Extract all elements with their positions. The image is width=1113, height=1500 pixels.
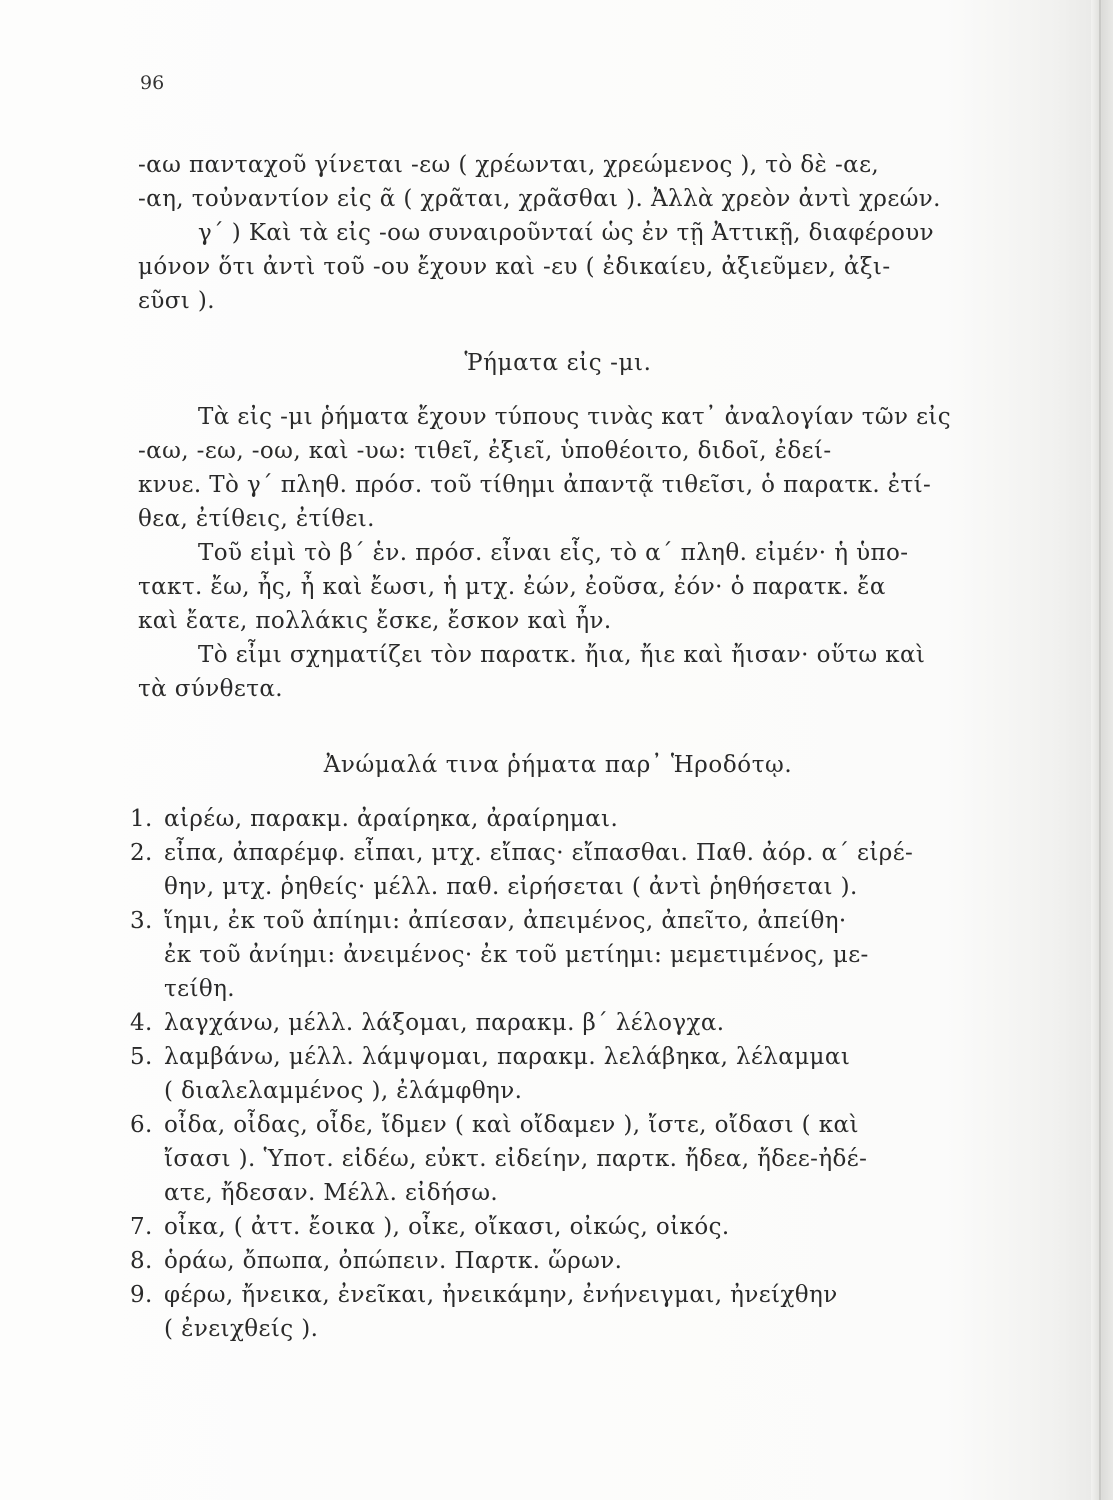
list-item (130, 1278, 980, 1346)
list-item-line: θην, μτχ. ῥηθείς· μέλλ. παθ. εἰρήσεται ( ἀντὶ ῥηθήσεται ). (164, 874, 858, 900)
list-item-line: ἐκ τοῦ ἀνίημι: ἀνειμένος· ἐκ τοῦ μετίημι: μεμετιμένος, με- (164, 942, 869, 968)
list-item-number: 3. (130, 908, 153, 934)
text-line: κνυε. Τὸ γ΄ πληθ. πρόσ. τοῦ τίθημι ἀπαντᾷ τιθεῖσι, ὁ παρατκ. ἐτί- (138, 472, 932, 498)
list-item (130, 802, 980, 836)
list-item-number: 9. (130, 1282, 153, 1308)
list-item-line: λαμβάνω, μέλλ. λάμψομαι, παρακμ. λελάβηκα, λέλαμμαι (164, 1044, 851, 1070)
list-item (130, 1040, 980, 1108)
text-line: μόνον ὅτι ἀντὶ τοῦ -ου ἔχουν καὶ -ευ ( ἐδικαίευ, ἀξιεῦμεν, ἀξι- (138, 254, 891, 280)
book-gutter (1091, 0, 1113, 1500)
list-item-number: 1. (130, 806, 153, 832)
list-item-number: 2. (130, 840, 153, 866)
text-line: γ΄ ) Καὶ τὰ εἰς -οω συναιροῦνταί ὡς ἐν τῇ Ἀττικῇ, διαφέρουν (198, 220, 934, 246)
text-line: Τὸ εἶμι σχηματίζει τὸν παρατκ. ἤια, ἤιε καὶ ἤισαν· οὕτω καὶ (198, 642, 926, 668)
list-item-line: εἶπα, ἀπαρέμφ. εἶπαι, μτχ. εἴπας· εἴπασθαι. Παθ. ἀόρ. α΄ εἰρέ- (164, 840, 914, 866)
text-line: Τὰ εἰς -μι ῥήματα ἔχουν τύπους τινὰς κατ᾽ ἀναλογίαν τῶν εἰς (198, 404, 952, 430)
list-item-line: οἶκα, ( ἀττ. ἔοικα ), οἶκε, οἴκασι, οἰκώς, οἰκός. (164, 1214, 730, 1240)
text-line: εῦσι ). (138, 288, 216, 314)
text-line: τὰ σύνθετα. (138, 676, 283, 702)
text-line: τακτ. ἔω, ἦς, ἦ καὶ ἔωσι, ἡ μτχ. ἐών, ἐοῦσα, ἐόν· ὁ παρατκ. ἔα (138, 574, 886, 600)
page-number: 96 (140, 72, 165, 94)
list-item-number: 8. (130, 1248, 153, 1274)
list-item-line: λαγχάνω, μέλλ. λάξομαι, παρακμ. β΄ λέλογχα. (164, 1010, 725, 1036)
list-item (130, 1006, 980, 1040)
list-item-line: ( ἐνειχθείς ). (164, 1316, 319, 1342)
list-item-line: αἱρέω, παρακμ. ἀραίρηκα, ἀραίρημαι. (164, 806, 619, 832)
list-item-number: 7. (130, 1214, 153, 1240)
list-item (130, 1210, 980, 1244)
paragraph-mi-verbs (138, 400, 978, 706)
text-line: -αω, -εω, -οω, καὶ -υω: τιθεῖ, ἐξιεῖ, ὑποθέοιτο, διδοῖ, ἐδεί- (138, 438, 832, 464)
list-item-line: φέρω, ἤνεικα, ἐνεῖκαι, ἠνεικάμην, ἐνήνειγμαι, ἠνείχθην (164, 1282, 838, 1308)
list-item (130, 836, 980, 904)
paragraph-contract-verbs (138, 148, 978, 318)
list-item-line: ἵημι, ἐκ τοῦ ἀπίημι: ἀπίεσαν, ἀπειμένος, ἀπεῖτο, ἀπείθη· (164, 908, 847, 934)
text-line: θεα, ἐτίθεις, ἐτίθει. (138, 506, 375, 532)
anomalous-verbs-list (130, 802, 980, 1346)
list-item-line: οἶδα, οἶδας, οἶδε, ἴδμεν ( καὶ οἴδαμεν ), ἴστε, οἴδασι ( καὶ (164, 1112, 859, 1138)
list-item (130, 904, 980, 1006)
list-item-line: ατε, ἤδεσαν. Μέλλ. εἰδήσω. (164, 1180, 499, 1206)
text-line: καὶ ἔατε, πολλάκις ἔσκε, ἔσκον καὶ ἦν. (138, 608, 612, 634)
list-item-number: 4. (130, 1010, 153, 1036)
section-heading-mi-verbs: Ῥήματα εἰς -μι. (464, 350, 652, 376)
text-line: -αω πανταχοῦ γίνεται -εω ( χρέωνται, χρεώμενος ), τὸ δὲ -αε, (138, 152, 880, 178)
list-item-number: 6. (130, 1112, 153, 1138)
list-item-line: ὁράω, ὄπωπα, ὀπώπειν. Παρτκ. ὥρων. (164, 1248, 623, 1274)
list-item-line: ἴσασι ). Ὑποτ. εἰδέω, εὐκτ. εἰδείην, παρτκ. ἤδεα, ἤδεε-ἠδέ- (164, 1146, 868, 1172)
gutter-shadow-line (1099, 0, 1101, 1500)
text-line: -αη, τοὐναντίον εἰς ᾶ ( χρᾶται, χρᾶσθαι ). Ἀλλὰ χρεὸν ἀντὶ χρεών. (138, 186, 941, 212)
list-item (130, 1108, 980, 1210)
list-item-line: τείθη. (164, 976, 235, 1002)
list-item-line: ( διαλελαμμένος ), ἐλάμφθην. (164, 1078, 523, 1104)
section-heading-anomalous-verbs: Ἀνώμαλά τινα ῥήματα παρ᾽ Ἡροδότῳ. (323, 752, 793, 778)
text-line: Τοῦ εἰμὶ τὸ β΄ ἑν. πρόσ. εἶναι εἷς, τὸ α΄ πληθ. εἰμέν· ἡ ὑπο- (198, 540, 909, 566)
list-item-number: 5. (130, 1044, 153, 1070)
list-item (130, 1244, 980, 1278)
